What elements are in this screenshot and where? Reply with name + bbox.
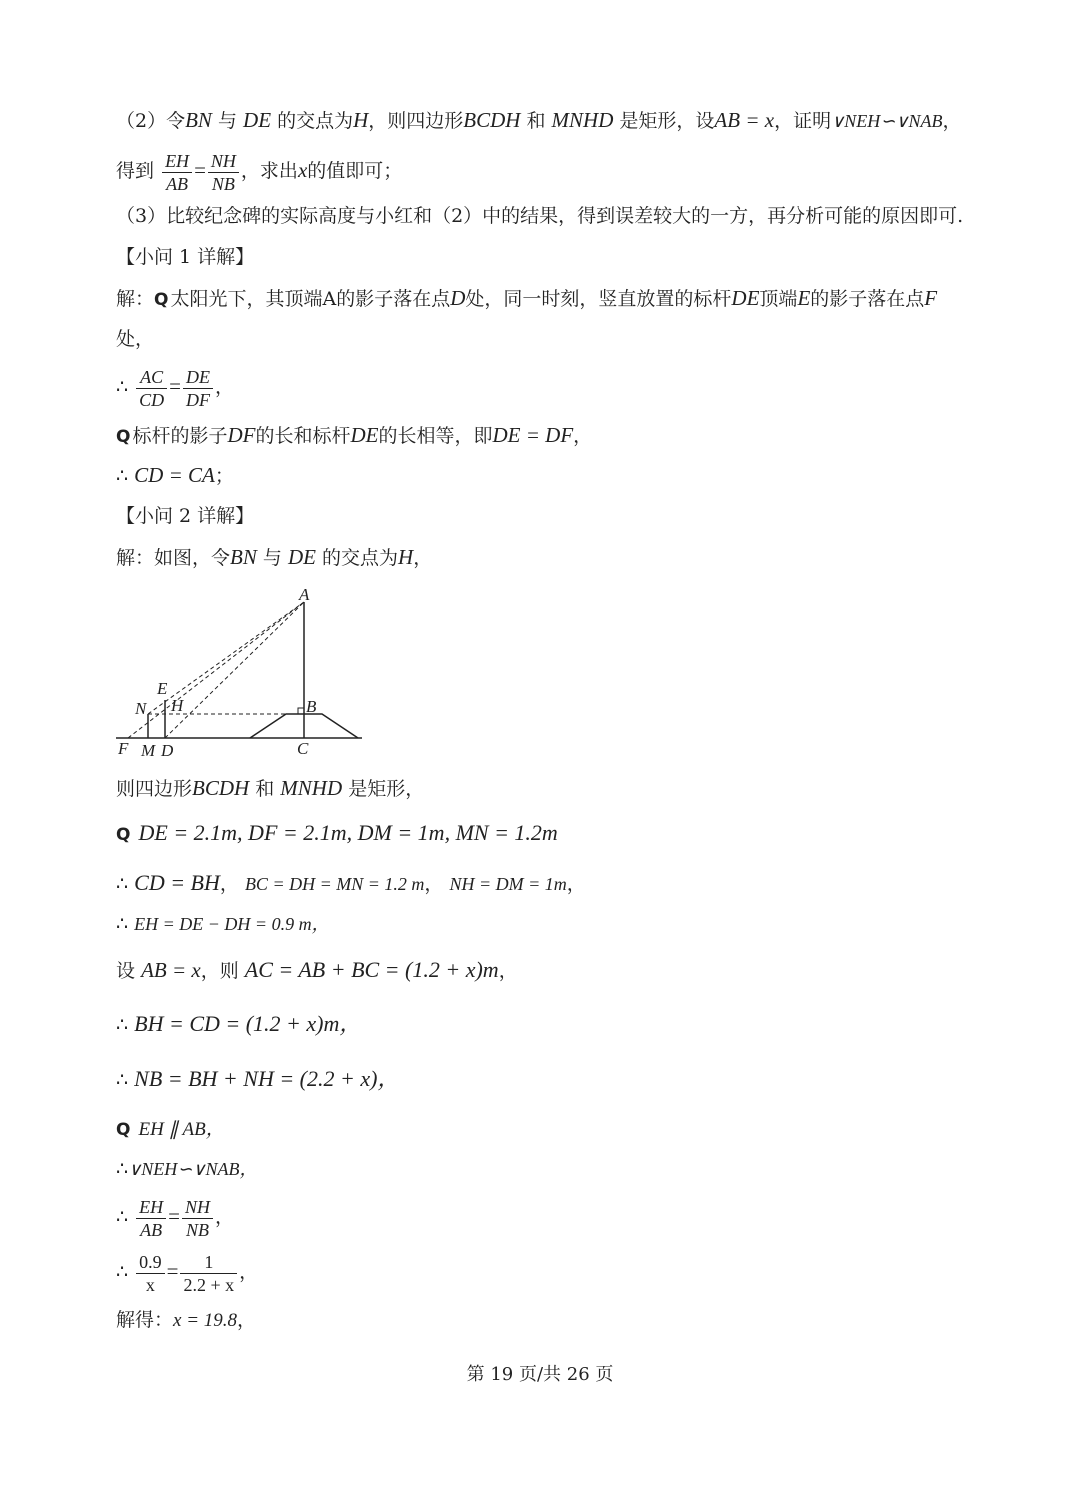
- q2-line-5: 设 AB = x，则 AC = AB + BC = (1.2 + x)m，: [116, 957, 518, 982]
- q1-line-1: 解：Q 太阳光下，其顶端A的影子落在点D处，同一时刻，竖直放置的标杆DE顶端E的影子落在点F: [116, 286, 938, 310]
- q2-line-1: 解：如图，令BN 与 DE 的交点为H，: [116, 545, 433, 569]
- hint-2-line-2: 得到 $\frac{EH}{AB}$ = $\frac{NH}{NB}$ ，求出x的值即可；: [116, 150, 403, 194]
- label-h: H: [171, 696, 184, 715]
- q2-line-4: ∴ EH = DE − DH = 0.9 m，: [116, 913, 330, 935]
- label-c: C: [297, 739, 309, 758]
- label-e: E: [157, 679, 168, 698]
- q2-line-8: Q EH ∥ AB，: [116, 1119, 225, 1140]
- subquestion-2-heading: 【小问 2 详解】: [116, 505, 255, 527]
- label-f: F: [118, 739, 129, 758]
- q2-line-3: ∴ CD = BH， BC = DH = MN = 1.2 m， NH = DM = 1m，: [116, 870, 586, 895]
- q1-result: ∴ CD = CA；: [116, 463, 234, 487]
- geometry-figure: [110, 580, 370, 760]
- q2-proportion: ∴ $\frac{EH}{AB}$ = $\frac{NH}{NB}$ ，: [116, 1196, 235, 1240]
- label-d: D: [161, 741, 174, 760]
- subquestion-1-heading: 【小问 1 详解】: [116, 246, 255, 268]
- label-a: A: [299, 585, 310, 604]
- ray-d-a: [165, 602, 304, 738]
- q2-line-7: ∴ NB = BH + NH = (2.2 + x)，: [116, 1066, 400, 1091]
- q1-proportion: ∴ $\frac{AC}{CD}$ = $\frac{DE}{DF}$ ，: [116, 366, 235, 410]
- q2-equation: ∴ $\frac{0.9}{x}$ = $\frac{1}{2.2 + x}$ ，: [116, 1251, 259, 1295]
- right-angle-mark: [298, 708, 304, 714]
- hint-2-line-1: （2）令BN 与 DE 的交点为H，则四边形BCDH 和 MNHD 是矩形，设AB = x，证明∨NEH∽∨NAB，: [116, 108, 962, 132]
- q2-solution: 解得：x = 19.8，: [116, 1309, 257, 1331]
- q2-line-rect: 则四边形BCDH 和 MNHD 是矩形，: [116, 776, 425, 800]
- because-symbol: Q: [154, 290, 169, 310]
- q2-line-6: ∴ BH = CD = (1.2 + x)m，: [116, 1011, 362, 1036]
- q1-line-4: Q 标杆的影子DF的长和标杆DE的长相等，即DE = DF，: [116, 423, 593, 447]
- ray-f-a: [128, 602, 304, 738]
- page-footer: 第 19 页/共 26 页: [466, 1364, 614, 1385]
- label-b: B: [306, 697, 317, 716]
- q2-given: Q DE = 2.1m, DF = 2.1m, DM = 1m, MN = 1.2m: [116, 820, 558, 845]
- q1-line-2: 处，: [116, 328, 155, 350]
- hint-3: （3）比较纪念碑的实际高度与小红和（2）中的结果，得到误差较大的一方，再分析可能的原因即可.: [116, 205, 964, 227]
- fraction-eh-ab: $\frac{EH}{AB}$: [162, 150, 192, 195]
- label-n: N: [135, 699, 147, 718]
- fraction-nh-nb: $\frac{NH}{NB}$: [208, 150, 239, 195]
- label-m: M: [141, 741, 156, 760]
- q2-line-9: ∴∨NEH∽∨NAB，: [116, 1158, 258, 1180]
